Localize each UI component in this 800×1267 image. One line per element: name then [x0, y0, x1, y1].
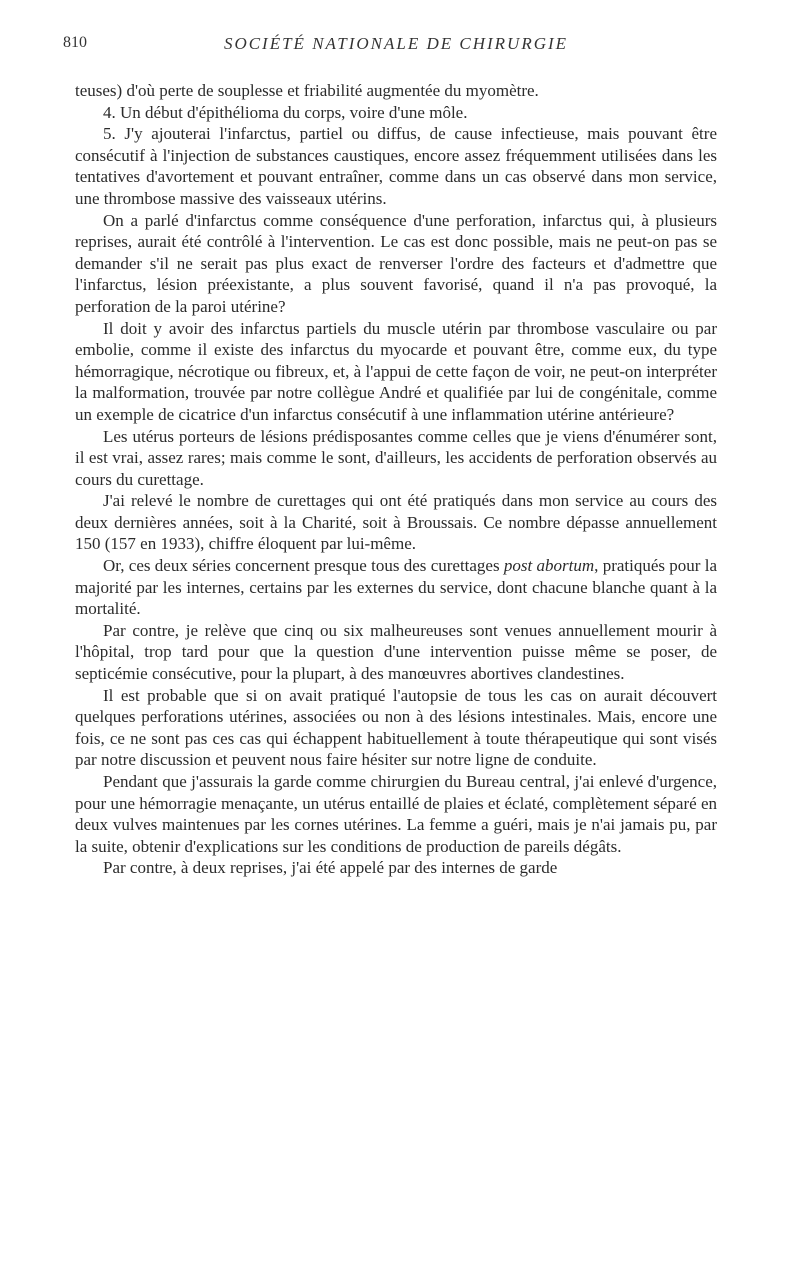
text-span: Or, ces deux séries concernent presque tous des curettages [103, 556, 504, 576]
paragraph-deux-reprises: Par contre, à deux reprises, j'ai été appelé par des internes de garde [103, 858, 558, 878]
text-span: , [594, 556, 603, 576]
paragraph-bureau-central: Pendant que j'assurais la garde comme chirurgien du Bureau central, j'ai enlevé d'urgence, pour une hémorragie menaçante, un utérus entaillé de plaies et éclaté, complètement séparé en deux vulves maintenues par les cornes utérines. La femme a guéri, mais je n'ai jamais pu, par la suite, obtenir d'explications sur les conditions de production de pareils dégâts. [75, 772, 717, 856]
running-title: SOCIÉTÉ NATIONALE DE CHIRURGIE [223, 34, 569, 53]
text-span: pratiqués pour la majorité par les internes, certains par les externes du service, dont chacune blanche quant à la mortalité. [75, 556, 718, 619]
italic-term: post abortum [503, 556, 595, 576]
document-page [63, 34, 718, 879]
paragraph-infarctus-partiels: Il doit y avoir des infarctus partiels du muscle utérin par thrombose vasculaire ou par embolie, comme il existe des infarctus du myocarde et pouvant être, comme eux, du type hémorragique, nécrotique ou fibreux, et, à l'appui de cette façon de voir, ne peut-on interpréter la malformation, trouvée par notre collègue André et qualifiée par lui de congénitale, comme un exemple de cicatrice d'un infarctus consécutif à une inflammation utérine antérieure? [75, 318, 717, 424]
page-header [63, 34, 717, 60]
list-item-4: 4. Un début d'épithélioma du corps, voire d'une môle. [103, 102, 468, 122]
paragraph-autopsie: Il est probable que si on avait pratiqué l'autopsie de tous les cas on aurait découvert quelques perforations utérines, associées ou non à des lésions intestinales. Mais, encore une fois, ce ne sont pas ces cas qui échappent habituellement à toute thérapeutique qui sont visés par notre discussion et peuvent nous faire hésiter sur notre ligne de conduite. [75, 685, 717, 770]
paragraph-deux-series [75, 555, 717, 620]
paragraph-uterus-porteurs: Les utérus porteurs de lésions prédisposantes comme celles que je viens d'énumérer sont, il est vrai, assez rares; mais comme le sont, d'ailleurs, les accidents de perforation observés au cours du curettage. [75, 426, 717, 489]
page-number: 810 [63, 34, 87, 51]
paragraph-curettages-count: J'ai relevé le nombre de curettages qui ont été pratiqués dans mon service au cours des deux dernières années, soit à la Charité, soit à Broussais. Ce nombre dépasse annuellement 150 (157 en 1933), chiffre éloquent par lui-même. [75, 491, 717, 554]
body-text [75, 80, 717, 879]
paragraph-continuation: teuses) d'où perte de souplesse et friabilité augmentée du myomètre. [75, 81, 539, 100]
list-item-5: 5. J'y ajouterai l'infarctus, partiel ou diffus, de cause infectieuse, mais pouvant être consécutif à l'injection de substances caustiques, encore assez fréquemment utilisées dans les tentatives d'avortement et pouvant entraîner, comme dans un cas observé dans mon service, une thrombose massive des vaisseaux utérins. [75, 124, 717, 208]
paragraph-infarctus-perforation: On a parlé d'infarctus comme conséquence d'une perforation, infarctus qui, à plusieurs reprises, aurait été contrôlé à l'intervention. Le cas est donc possible, mais ne peut-on pas se demander s'il ne serait pas plus exact de renverser l'ordre des facteurs et d'admettre que l'infarctus, lésion préexistante, a plus souvent favorisé, quand il n'a pas provoqué, la perforation de la paroi utérine? [75, 210, 717, 316]
paragraph-par-contre-mortalite: Par contre, je relève que cinq ou six malheureuses sont venues annuellement mourir à l'hôpital, trop tard pour que la question d'une intervention puisse même se poser, de septicémie consécutive, pour la plupart, à des manœuvres abortives clandestines. [75, 620, 717, 684]
